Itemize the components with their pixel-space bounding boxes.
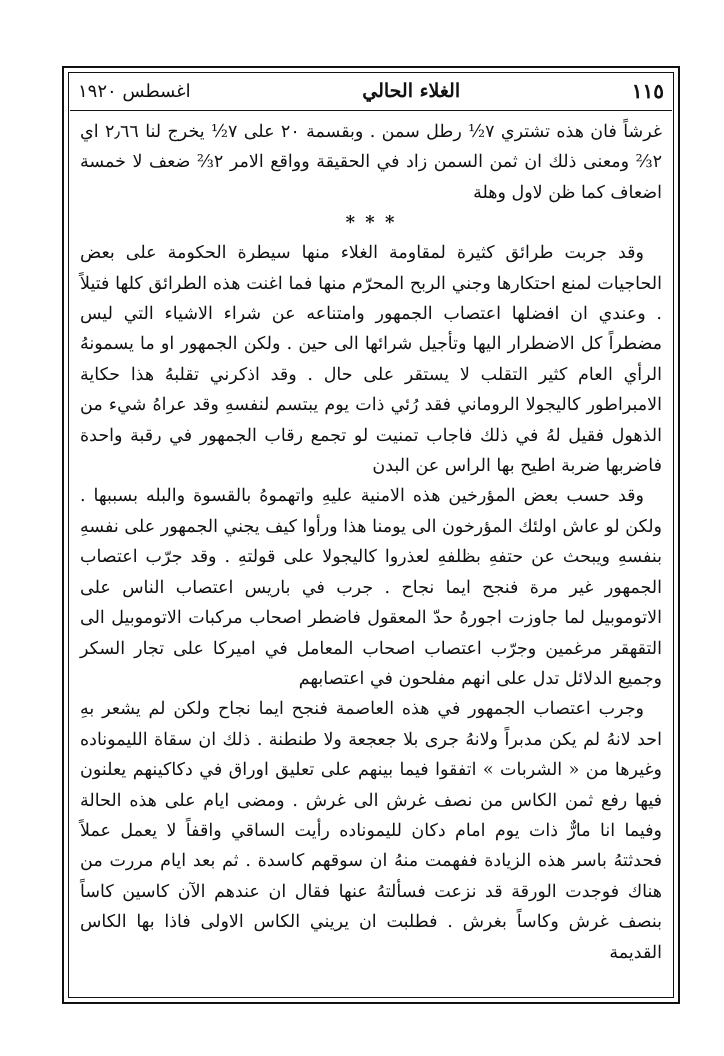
header-rule [70, 110, 672, 111]
paragraph-4: وجرب اعتصاب الجمهور في هذه العاصمة فنجح ايما نجاح ولكن لم يشعر بهِ احد لانهُ لم يكن مدبراً ولانهُ جرى بلا جعجعة ولا طنطنة . ذلك ان سقاة الليموناده وغيرها من « الشربات » اتفقوا فيما بينهم على تعليق اوراق في دكاكينهم يعلنون فيها رفع ثمن الكاس من نصف غرش الى غرش . ومضى ايام على هذه الحالة وفيما انا مارٌّ ذات يوم امام دكان لليموناده رأيت الساقي واقفاً لا يعمل عملاً فحدثتهُ باسر هذه الزيادة ففهمت منهُ ان سوقهم كاسدة . ثم بعد ايام مررت من هناك فوجدت الورقة قد نزعت فسألتهُ عنها فقال ان عندهم الآن كاسين كاساً بنصف غرش وكاساً بغرش . فطلبت ان يريني الكاس الاولى فاذا بها الكاس القديمة [80, 699, 662, 963]
header-date: اغسطس ١٩٢٠ [78, 80, 191, 102]
paragraph-3: وقد حسب بعض المؤرخين هذه الامنية عليهِ واتهموهُ بالقسوة والبله بسببها . ولكن لو عاش اولئك المؤرخون الى يومنا هذا ورأوا كيف يجني الجمهور على نفسهِ بنفسهِ ويبحث عن حتفهِ بظلفهِ لعذروا كاليجولا على قولتهِ . وقد جرّب اعتصاب الجمهور غير مرة فنجح ايما نجاح . جرب في باريس اعتصاب الناس على الاتوموبيل لما جاوزت اجورهُ حدّ المعقول فاضطر اصحاب مركبات الاتوموبيل الى التقهقر مرغمين وجرّب اعتصاب اصحاب المعامل في اميركا على تجار السكر وجميع الدلائل تدل على انهم مفلحون في اعتصابهم [80, 486, 662, 689]
paragraph-1: غرشاً فان هذه تشتري ٧½ رطل سمن . وبقسمة ٢٠ على ٧½ يخرج لنا ٢٫٦٦ اي ٢⅔ ومعنى ذلك ان ثمن السمن زاد في الحقيقة وواقع الامر ٢⅔ ضعف لا خمسة اضعاف كما ظن لاول وهلة [80, 122, 663, 203]
section-separator: * * * [345, 212, 397, 234]
paragraph-2: وقد جربت طرائق كثيرة لمقاومة الغلاء منها سيطرة الحكومة على بعض الحاجيات لمنع احتكارها وجني الربح المحرّم منها فما اغنت هذه الطرائق كلها فتيلاً . وعندي ان افضلها اعتصاب الجمهور وامتناعه عن شراء الاشياء التي ليس مضطراً كل الاضطرار اليها وتأجيل شرائها الى حين . ولكن الجمهور او ما يسمونهُ الرأي العام كثير التقلب لا يستقر على حال . وقد اذكرني تقلبهُ هذا حكاية الامبراطور كاليجولا الروماني فقد رُئي ذات يوم يبتسم لنفسهِ وقد عراهُ شيء من الذهول فقيل لهُ في ذلك فاجاب تمنيت لو تجمع رقاب الجمهور في رقبة واحدة فاضربها ضربة اطيح بها الراس عن البدن [80, 243, 662, 477]
article-body [80, 117, 662, 968]
header-title: الغلاء الحالي [362, 80, 461, 102]
page-number: ١١٥ [631, 79, 664, 103]
running-header [78, 76, 664, 106]
